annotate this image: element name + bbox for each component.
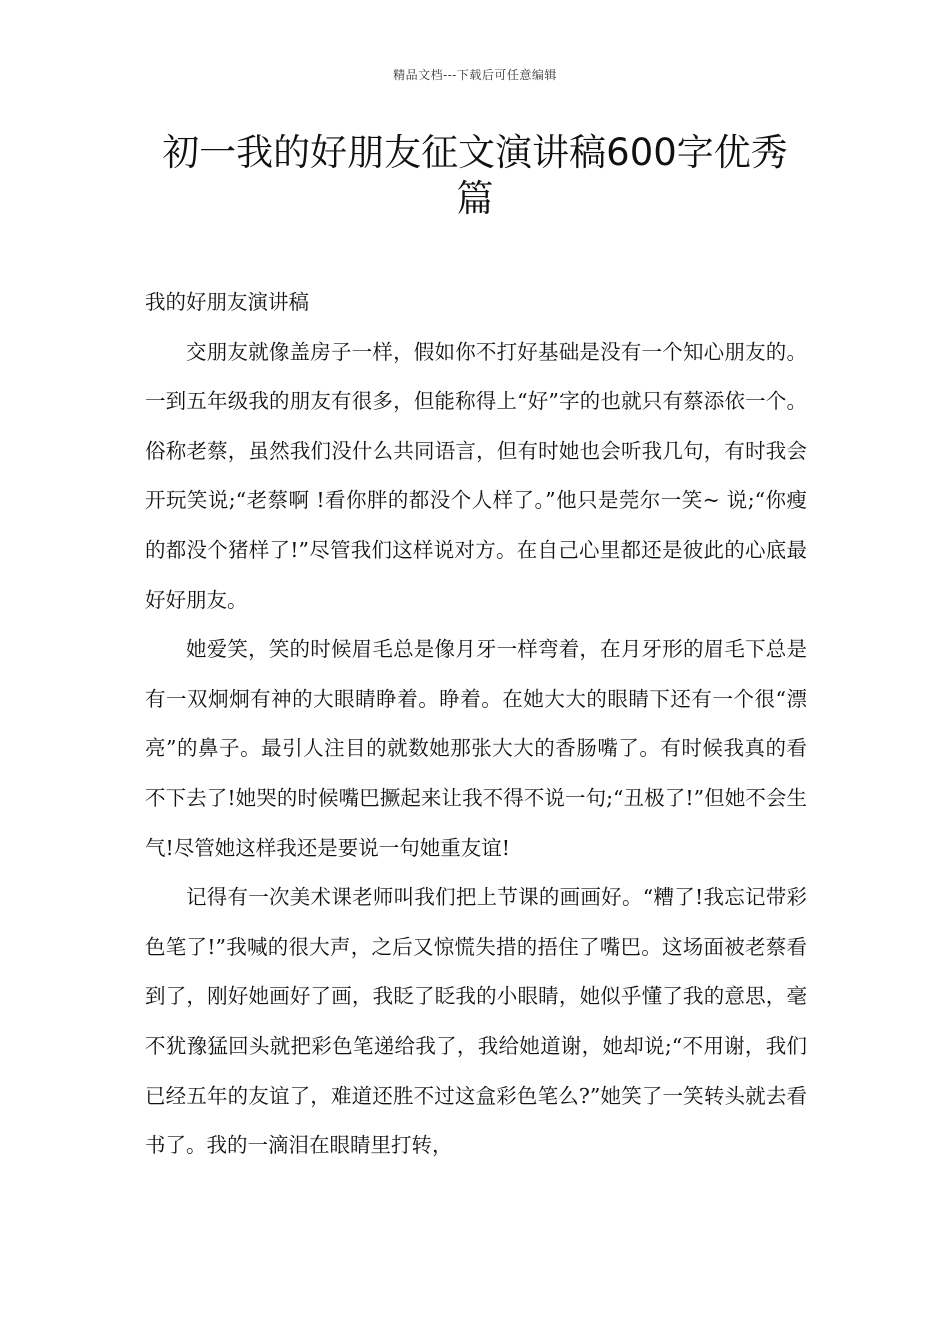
header-note: 精品文档---下载后可任意编辑 xyxy=(393,68,557,82)
paragraph: 她爱笑，笑的时候眉毛总是像月牙一样弯着，在月牙形的眉毛下总是有一双炯炯有神的大眼睛睁着。睁着。在她大大的眼睛下还有一个很“漂亮”的鼻子。最引人注目的就数她那张大大的香肠嘴了。有时候我真的看不下去了!她哭的时候嘴巴撅起来让我不得不说一句;“丑极了!”但她不会生气!尽管她这样我还是要说一句她重友谊! xyxy=(145,637,807,860)
paragraph: 交朋友就像盖房子一样，假如你不打好基础是没有一个知心朋友的。一到五年级我的朋友有很多，但能称得上“好”字的也就只有蔡添依一个。俗称老蔡，虽然我们没什么共同语言，但有时她也会听我几句，有时我会开玩笑说;“老蔡啊 !看你胖的都没个人样了。”他只是莞尔一笑~ 说;“你瘦的都没个猪样了!”尽管我们这样说对方。在自己心里都还是彼此的心底最好好朋友。 xyxy=(145,339,807,612)
paragraph: 记得有一次美术课老师叫我们把上节课的画画好。“糟了!我忘记带彩色笔了!”我喊的很大声，之后又惊慌失措的捂住了嘴巴。这场面被老蔡看到了，刚好她画好了画，我眨了眨我的小眼睛，她似乎懂了我的意思，毫不犹豫猛回头就把彩色笔递给我了，我给她道谢，她却说;“不用谢，我们已经五年的友谊了，难道还胜不过这盒彩色笔么?”她笑了一笑转头就去看书了。我的一滴泪在眼睛里打转， xyxy=(145,885,807,1158)
document-body xyxy=(145,278,807,1171)
document-subheading: 我的好朋友演讲稿 xyxy=(145,290,309,314)
document-title: 初一我的好朋友征文演讲稿600字优秀篇 xyxy=(162,131,788,220)
